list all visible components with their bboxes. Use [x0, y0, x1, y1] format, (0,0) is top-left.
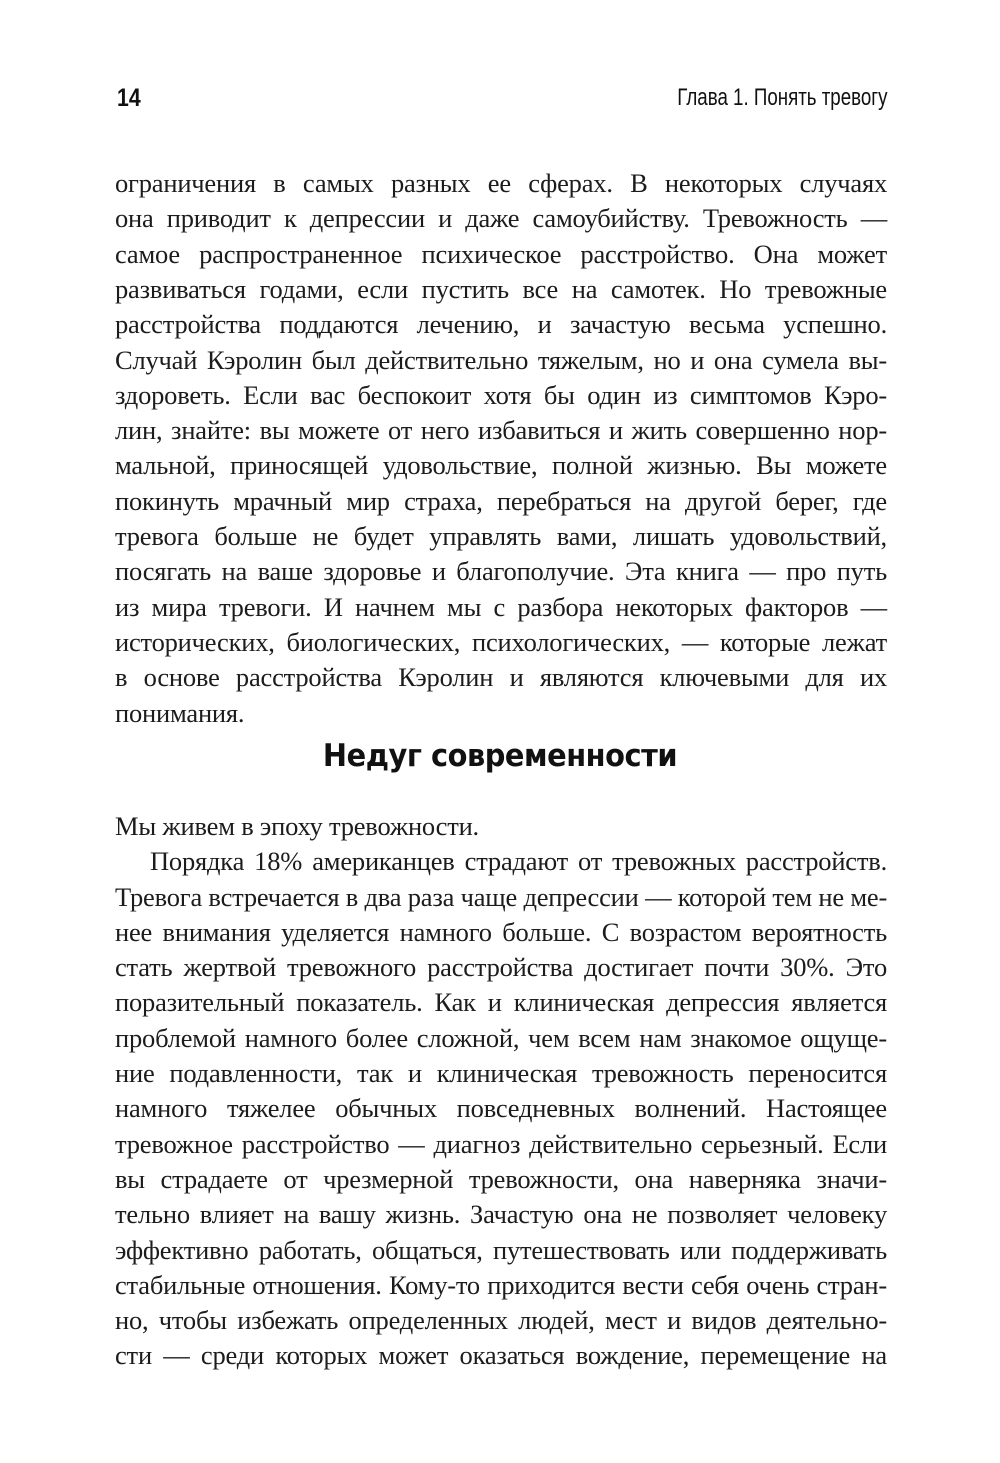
text-line: здороветь. Если вас беспокоит хотя бы один из симптомов Кэро- — [115, 379, 887, 410]
text-line: Случай Кэролин был действительно тяжелым, но и она сумела вы- — [115, 344, 887, 375]
text-line: нее внимания уделяется намного больше. С возрастом вероятность — [115, 916, 887, 947]
text-line: в основе расстройства Кэролин и являются ключевыми для их — [115, 662, 887, 693]
text-line: мальной, приносящей удовольствие, полной жизнью. Вы можете — [115, 450, 887, 481]
text-line: сти — среди которых может оказаться вождение, перемещение на — [115, 1340, 887, 1371]
text-line: Порядка 18% американцев страдают от тревожных расстройств. — [150, 846, 887, 877]
text-line: лин, знайте: вы можете от него избавиться и жить совершенно нор- — [115, 415, 887, 446]
chapter-title: Глава 1. Понять тревогу — [676, 84, 887, 111]
text-line: тельно влияет на вашу жизнь. Зачастую она не позволяет человеку — [115, 1199, 887, 1230]
text-line: развиваться годами, если пустить все на самотек. Но тревожные — [115, 273, 887, 304]
text-line: Мы живем в эпоху тревожности. — [115, 811, 479, 841]
text-line: покинуть мрачный мир страха, перебраться на другой берег, где — [115, 485, 887, 516]
text-line: тревога больше не будет управлять вами, лишать удовольствий, — [115, 521, 887, 551]
text-line: поразительный показатель. Как и клиническая депрессия является — [115, 987, 887, 1018]
text-line: ние подавленности, так и клиническая тревожность переносится — [115, 1058, 887, 1089]
text-line: вы страдаете от чрезмерной тревожности, она наверняка значи- — [115, 1163, 887, 1194]
text-line: намного тяжелее обычных повседневных волнений. Настоящее — [115, 1093, 887, 1124]
text-line: стать жертвой тревожного расстройства достигает почти 30%. Это — [115, 952, 887, 983]
text-line: тревожное расстройство — диагноз действительно серьезный. Если — [115, 1128, 887, 1159]
text-line: проблемой намного более сложной, чем всем нам знакомое ощуще- — [115, 1022, 887, 1053]
text-line: но, чтобы избежать определенных людей, мест и видов деятельно- — [115, 1305, 887, 1336]
running-head — [115, 84, 887, 124]
text-line: она приводит к депрессии и даже самоубийству. Тревожность — — [115, 203, 887, 234]
section-heading: Недуг современности — [322, 738, 678, 774]
text-line: исторических, биологических, психологических, — которые лежат — [115, 626, 887, 657]
page-number: 14 — [117, 84, 141, 112]
text-line: Тревога встречается в два раза чаще депрессии — которой тем не ме- — [115, 881, 888, 912]
text-line: самое распространенное психическое расстройство. Она может — [115, 238, 887, 269]
text-line: расстройства поддаются лечению, и зачастую весьма успешно. — [115, 309, 887, 340]
text-line: из мира тревоги. И начнем мы с разбора некоторых факторов — — [115, 591, 887, 622]
text-line: стабильные отношения. Кому-то приходится вести себя очень стран- — [115, 1269, 887, 1300]
text-line: понимания. — [115, 697, 245, 728]
text-line: посягать на ваше здоровье и благополучие. Эта книга — про путь — [115, 556, 887, 587]
text-line: эффективно работать, общаться, путешествовать или поддерживать — [115, 1234, 887, 1265]
text-line: ограничения в самых разных ее сферах. В некоторых случаях — [115, 168, 887, 198]
